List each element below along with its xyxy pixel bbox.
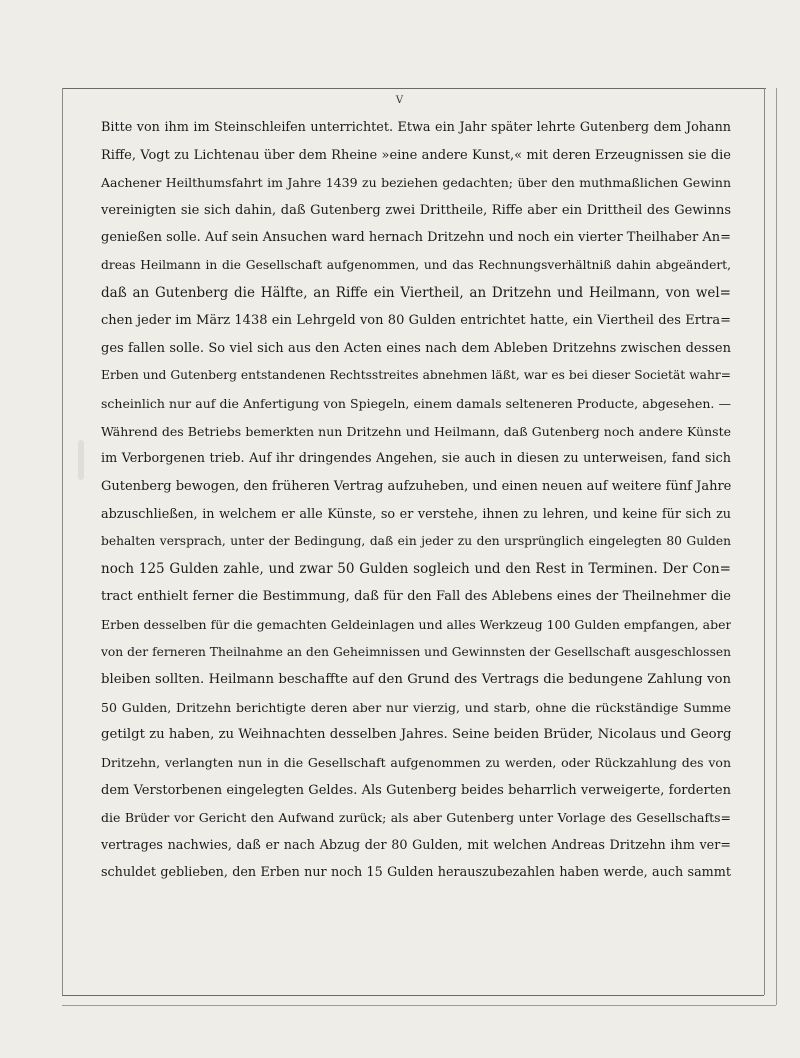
text-line: Erben desselben für die gemachten Geldeinlagen und alles Werkzeug 100 Gulden empfangen, aber xyxy=(101,616,731,632)
text-line: Bitte von ihm im Steinschleifen unterrichtet. Etwa ein Jahr später lehrte Gutenberg dem Johann xyxy=(101,120,731,135)
bottom-outer-rule xyxy=(62,1005,776,1006)
text-line: vereinigten sie sich dahin, daß Gutenberg zwei Drittheile, Riffe aber ein Drittheil des Gewinns xyxy=(101,202,731,218)
paper-stain xyxy=(78,440,84,480)
text-line: getilgt zu haben, zu Weihnachten desselben Jahres. Seine beiden Brüder, Nicolaus und Georg xyxy=(101,727,731,743)
text-line: chen jeder im März 1438 ein Lehrgeld von 80 Gulden entrichtet hatte, ein Viertheil des Ertra= xyxy=(101,313,731,329)
text-line: Riffe, Vogt zu Lichtenau über dem Rheine »eine andere Kunst,« mit deren Erzeugnissen sie die xyxy=(101,147,731,163)
text-line: dem Verstorbenen eingelegten Geldes. Als Gutenberg beides beharrlich verweigerte, forderten xyxy=(101,782,731,798)
text-line: tract enthielt ferner die Bestimmung, daß für den Fall des Ablebens eines der Theilnehmer die xyxy=(101,589,731,605)
right-rule xyxy=(764,88,765,995)
text-line: schuldet geblieben, den Erben nur noch 15 Gulden herauszubezahlen haben werde, auch sammt xyxy=(101,865,731,881)
text-line: die Brüder vor Gericht den Aufwand zurück; als aber Gutenberg unter Vorlage des Gesellschafts= xyxy=(101,810,731,826)
text-line: 50 Gulden, Dritzehn berichtigte deren aber nur vierzig, und starb, ohne die rückständige Summe xyxy=(101,699,731,715)
text-line: genießen solle. Auf sein Ansuchen ward hernach Dritzehn und noch ein vierter Theilhaber An= xyxy=(101,230,731,246)
text-line: dreas Heilmann in die Gesellschaft aufgenommen, und das Rechnungsverhältniß dahin abgeändert, xyxy=(101,258,731,273)
text-line: noch 125 Gulden zahle, und zwar 50 Gulden sogleich und den Rest in Terminen. Der Con= xyxy=(101,560,731,577)
text-line: Dritzehn, verlangten nun in die Gesellschaft aufgenommen zu werden, oder Rückzahlung des von xyxy=(101,755,731,771)
body-text xyxy=(101,114,731,887)
text-line: Gutenberg bewogen, den früheren Vertrag aufzuheben, und einen neuen auf weitere fünf Jahre xyxy=(101,478,731,494)
text-line: bleiben sollten. Heilmann beschaffte auf den Grund des Vertrags die bedungene Zahlung von xyxy=(101,672,731,688)
text-line: vertrages nachwies, daß er nach Abzug der 80 Gulden, mit welchen Andreas Dritzehn ihm ver= xyxy=(101,837,731,853)
text-line: Während des Betriebs bemerkten nun Dritzehn und Heilmann, daß Gutenberg noch andere Künste xyxy=(101,423,731,439)
left-rule xyxy=(62,88,63,995)
text-line: abzuschließen, in welchem er alle Künste, so er verstehe, ihnen zu lehren, und keine für sich zu xyxy=(101,506,731,522)
text-line: scheinlich nur auf die Anfertigung von Spiegeln, einem damals selteneren Producte, abgesehen. — xyxy=(101,396,731,412)
text-line: im Verborgenen trieb. Auf ihr dringendes Angehen, sie auch in diesen zu unterweisen, fand sich xyxy=(101,451,731,467)
bottom-rule xyxy=(62,995,764,996)
text-line: Erben und Gutenberg entstandenen Rechtsstreites abnehmen läßt, war es bei dieser Societät wahr= xyxy=(101,368,731,383)
text-line: daß an Gutenberg die Hälfte, an Riffe ein Viertheil, an Dritzehn und Heilmann, von wel= xyxy=(101,284,731,301)
text-line: behalten versprach, unter der Bedingung, daß ein jeder zu den ursprünglich eingelegten 80 Gulden xyxy=(101,534,731,549)
text-line: ges fallen solle. So viel sich aus den Acten eines nach dem Ableben Dritzehns zwischen dessen xyxy=(101,340,731,356)
text-line: von der ferneren Theilnahme an den Geheimnissen und Gewinnsten der Gesellschaft ausgeschlossen xyxy=(101,644,731,659)
top-rule xyxy=(62,88,766,89)
page-number: V xyxy=(395,95,405,106)
text-line: Aachener Heilthumsfahrt im Jahre 1439 zu beziehen gedachten; über den muthmaßlichen Gewinn xyxy=(101,175,731,191)
right-outer-rule xyxy=(776,88,777,1005)
